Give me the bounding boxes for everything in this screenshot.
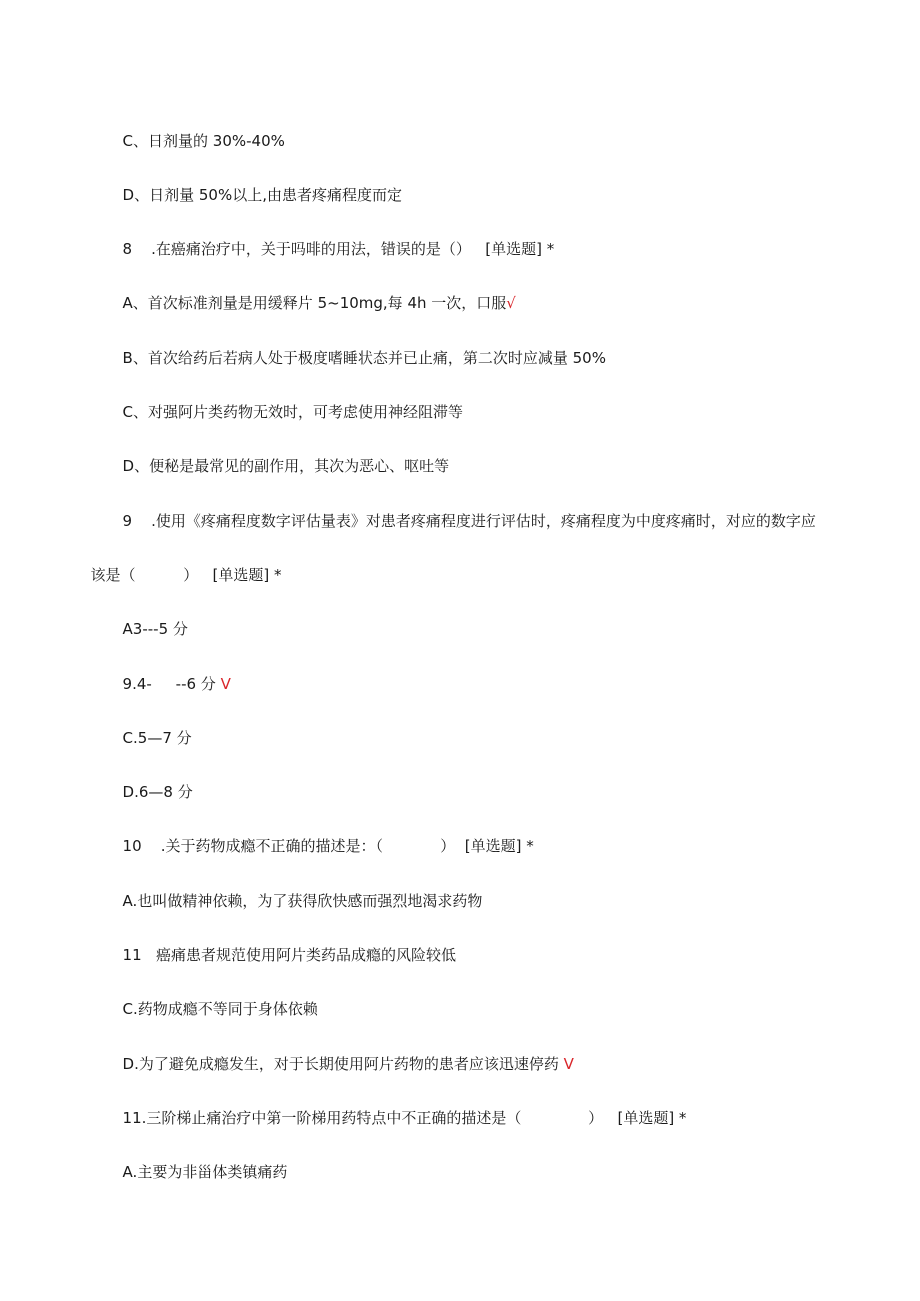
question-8-option-c [113,379,463,423]
question-10-title [113,813,534,857]
line-c-daily-dose-30-40 [113,108,285,152]
question-8-option-a [113,270,516,314]
line-text: 8 .在癌痛治疗中，关于吗啡的用法，错误的是（） [单选题] * [122,240,555,258]
question-9-option-b [113,651,231,695]
question-8-option-d [113,433,449,477]
line-text: D、便秘是最常见的副作用，其次为恶心、呕吐等 [122,457,450,475]
correct-checkmark-icon: V [563,1055,574,1073]
line-text: C.药物成瘾不等同于身体依赖 [122,1000,318,1018]
question-9-title-continued [81,542,282,586]
line-text: C、对强阿片类药物无效时，可考虑使用神经阻滞等 [122,403,464,421]
line-text: D、日剂量 50%以上,由患者疼痛程度而定 [122,186,402,204]
question-10-option-d [113,1031,574,1075]
question-9-option-d [113,759,193,803]
line-text: C、日剂量的 30%-40% [122,132,285,150]
question-8-title [113,216,554,260]
question-9-option-c [113,705,192,749]
line-text: 11.三阶梯止痛治疗中第一阶梯用药特点中不正确的描述是（ ） [单选题] * [122,1109,687,1127]
line-text: 该是（ ） [单选题] * [90,566,282,584]
line-text: 9.4- --6 分 [122,675,221,693]
line-text: A.也叫做精神依赖，为了获得欣快感而强烈地渴求药物 [122,892,483,910]
correct-checkmark-icon: V [220,675,231,693]
question-9-title [113,488,816,532]
line-d-daily-dose-50 [113,162,402,206]
question-10-option-a [113,868,482,912]
line-text: 11 癌痛患者规范使用阿片类药品成瘾的风险较低 [122,946,456,964]
line-text: A.主要为非甾体类镇痛药 [122,1163,288,1181]
line-text: 10 .关于药物成瘾不正确的描述是：（ ） [单选题] * [122,837,534,855]
line-text: B、首次给药后若病人处于极度嗜睡状态并已止痛，第二次时应减量 50% [122,349,606,367]
line-text: A3---5 分 [122,620,188,638]
line-text: D.为了避免成瘾发生，对于长期使用阿片药物的患者应该迅速停药 [122,1055,564,1073]
line-text: D.6—8 分 [122,783,193,801]
correct-checkmark-icon: √ [506,294,516,312]
question-11-option-a [113,1139,287,1183]
question-9-option-a [113,596,188,640]
question-8-option-b [113,325,606,369]
question-11-title [113,1085,686,1129]
line-text: A、首次标准剂量是用缓释片 5~10mg,每 4h 一次，口服 [122,294,507,312]
question-10-option-c [113,976,318,1020]
line-text: 9 .使用《疼痛程度数字评估量表》对患者疼痛程度进行评估时，疼痛程度为中度疼痛时，对应的数字应 [122,512,816,530]
line-text: C.5—7 分 [122,729,192,747]
question-10-option-b [113,922,456,966]
